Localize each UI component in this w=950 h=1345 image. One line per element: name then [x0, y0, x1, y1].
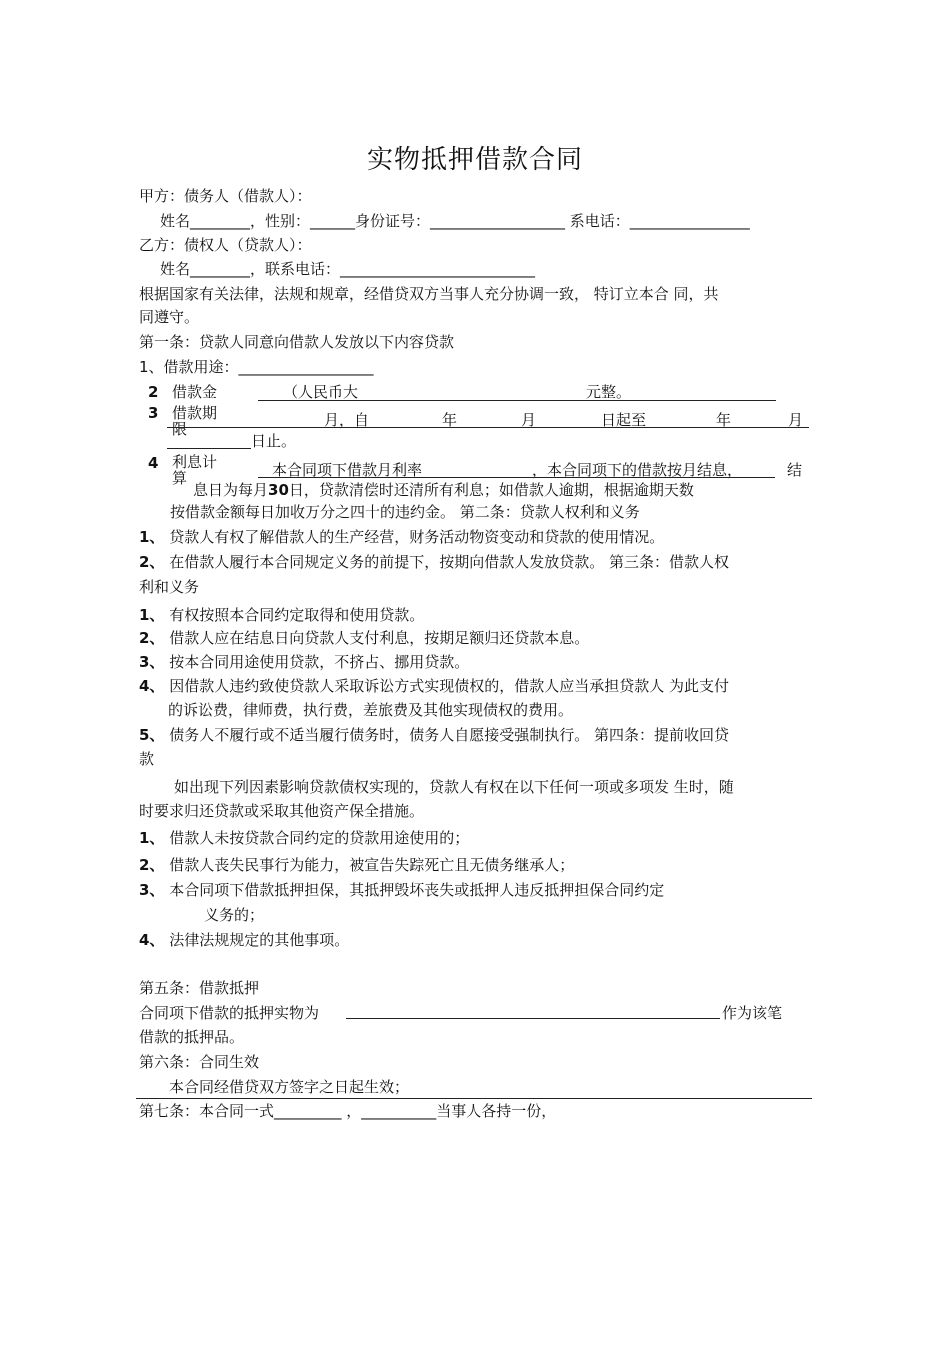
article2-item1-number: 1、 — [139, 528, 165, 546]
interest-line1-c: 结 — [787, 461, 803, 479]
article3-heading-tail: 利和义务 — [139, 578, 200, 596]
article4-heading-tail: 款 — [139, 750, 155, 768]
article3-item2-text: 借款人应在结息日向贷款人支付利息，按期足额归还贷款本息。 — [169, 629, 590, 647]
article4-item2-number: 2、 — [139, 856, 165, 874]
term-end-year: 年 — [716, 411, 732, 429]
article3-item1-text: 有权按照本合同约定取得和使用贷款。 — [169, 606, 425, 624]
term-end-day-blank — [167, 448, 251, 449]
interest-line3: 按借款金额每日加收万分之四十的违约金。 第二条：贷款人权利和义务 — [170, 503, 640, 521]
term-end-month: 月 — [788, 411, 804, 429]
article5-line1-a: 合同项下借款的抵押实物为 — [139, 1004, 320, 1022]
article4-item4-text: 法律法规规定的其他事项。 — [169, 931, 350, 949]
article4-item1-text: 借款人未按贷款合同约定的贷款用途使用的； — [169, 829, 470, 847]
article3-item1 — [139, 605, 424, 625]
article4-item3-continuation: 义务的； — [204, 906, 265, 924]
article4-item1-number: 1、 — [139, 829, 165, 847]
article3-item3-number: 3、 — [139, 653, 165, 671]
article6-line: 本合同经借贷双方签字之日起生效； — [169, 1078, 410, 1096]
interest-line2-b: 日，贷款清偿时还清所有利息；如借款人逾期，根据逾期天数 — [288, 481, 694, 499]
party-a-fields: 姓名________，性别：______身份证号：__________________ 系电话：________________ — [160, 212, 750, 230]
article5-line2: 借款的抵押品。 — [139, 1028, 245, 1046]
article2-item1-text: 贷款人有权了解借款人的生产经营，财务活动物资变动和贷款的使用情况。 — [169, 528, 665, 546]
article3-item4-continuation: 的诉讼费，律师费，执行费，差旅费及其他实现债权的费用。 — [168, 701, 574, 719]
article1-item2-label: 借款金 — [172, 383, 218, 401]
article1-item2-number: 2 — [148, 383, 159, 401]
interest-day-number: 30 — [268, 481, 289, 499]
party-b-fields: 姓名________，联系电话：__________________________ — [160, 260, 536, 278]
article3-item5-text: 债务人不履行或不适当履行债务时，债务人自愿接受强制执行。 第四条：提前收回贷 — [169, 726, 729, 744]
party-b-heading: 乙方：债权人（贷款人）： — [139, 236, 312, 254]
article2-item2-number: 2、 — [139, 553, 165, 571]
article3-item4-number: 4、 — [139, 677, 165, 695]
article1-item3-label-cut: 限 — [172, 420, 188, 438]
article2-item1 — [139, 527, 664, 547]
term-start-day: 日起至 — [601, 411, 647, 429]
term-blank-line — [167, 427, 809, 428]
article3-item3 — [139, 652, 469, 672]
article7-line: 第七条：本合同一式_________ ，__________当事人各持一份， — [139, 1102, 557, 1120]
article3-item1-number: 1、 — [139, 606, 165, 624]
article3-item4 — [139, 676, 729, 696]
interest-line2-a: 息日为每月 — [193, 481, 269, 499]
article1-item3-label: 借款期 — [172, 404, 218, 422]
article3-item2-number: 2、 — [139, 629, 165, 647]
article3-item3-text: 按本合同用途使用贷款，不挤占、挪用贷款。 — [169, 653, 470, 671]
article4-item2 — [139, 855, 574, 875]
article4-item2-text: 借款人丧失民事行为能力，被宣告失踪死亡且无债务继承人； — [169, 856, 575, 874]
interest-line1-b: ，本合同项下的借款按月结息， — [532, 461, 743, 479]
interest-line2 — [193, 480, 694, 500]
document-title: 实物抵押借款合同 — [366, 145, 583, 175]
article3-item5 — [139, 725, 729, 745]
article4-intro-line-2: 时要求归还贷款或采取其他资产保全措施。 — [139, 802, 425, 820]
article4-item3 — [139, 880, 664, 900]
preamble-line-1: 根据国家有关法律，法规和规章，经借贷双方当事人充分协调一致， 特订立本合 同，共 — [139, 285, 719, 303]
article4-item1 — [139, 828, 469, 848]
article4-intro-line-1: 如出现下列因素影响贷款债权实现的，贷款人有权在以下任何一项或多项发 生时，随 — [174, 778, 734, 796]
term-end: 日止。 — [251, 432, 297, 450]
article2-item2 — [139, 552, 729, 572]
article3-item4-text: 因借款人违约致使贷款人采取诉讼方式实现债权的，借款人应当承担贷款人 为此支付 — [169, 677, 729, 695]
interest-blank-line — [258, 477, 775, 478]
party-a-heading: 甲方：债务人（借款人）： — [139, 187, 312, 205]
article4-item3-text: 本合同项下借款抵押担保，其抵押毁坏丧失或抵押人违反抵押担保合同约定 — [169, 881, 665, 899]
article1-item1: 1、借款用途：__________________ — [139, 358, 374, 376]
article3-item5-number: 5、 — [139, 726, 165, 744]
amount-blank-line — [258, 400, 776, 401]
article2-item2-text: 在借款人履行本合同规定义务的前提下，按期向借款人发放贷款。 第三条：借款人权 — [169, 553, 729, 571]
article6-heading: 第六条：合同生效 — [139, 1053, 260, 1071]
collateral-blank-line — [346, 1018, 720, 1019]
article1-item2-text-b: 元整。 — [586, 383, 632, 401]
section-divider — [136, 1098, 812, 1099]
article1-item2-text-a: （人民币大 — [283, 383, 359, 401]
article1-item4-label: 利息计 — [172, 453, 218, 471]
article1-heading: 第一条：贷款人同意向借款人发放以下内容贷款 — [139, 333, 455, 351]
term-start-month: 月 — [521, 411, 537, 429]
term-start-year: 年 — [442, 411, 458, 429]
article4-item4 — [139, 930, 349, 950]
article1-item4-number: 4 — [148, 454, 159, 472]
article4-item3-number: 3、 — [139, 881, 165, 899]
article3-item2 — [139, 628, 589, 648]
term-month: 月，自 — [324, 411, 370, 429]
article5-line1-b: 作为该笔 — [722, 1004, 783, 1022]
interest-line1-a: 本合同项下借款月利率 — [272, 461, 423, 479]
article1-item3-number: 3 — [148, 404, 159, 422]
article1-item4-label-cut: 算 — [172, 469, 188, 487]
article5-heading: 第五条：借款抵押 — [139, 979, 260, 997]
article4-item4-number: 4、 — [139, 931, 165, 949]
preamble-line-2: 同遵守。 — [139, 308, 200, 326]
